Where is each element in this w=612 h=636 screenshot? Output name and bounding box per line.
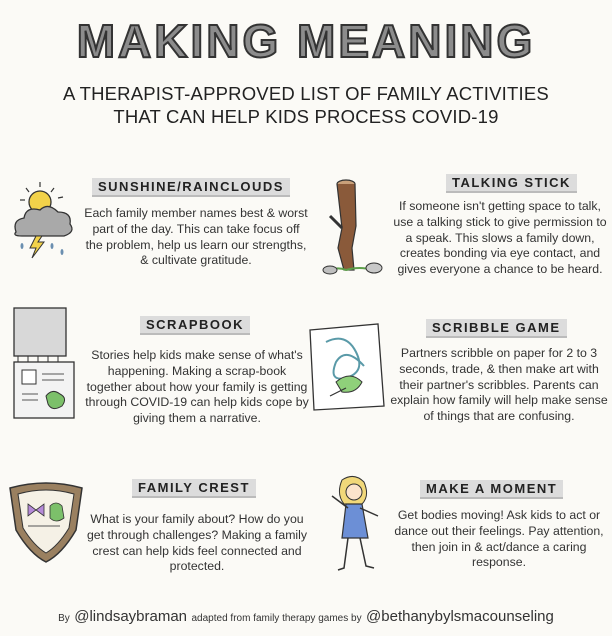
make-moment-heading: MAKE A MOMENT xyxy=(420,480,563,499)
family-crest-icon xyxy=(6,478,86,564)
scribble-heading: SCRIBBLE GAME xyxy=(426,319,567,338)
sunshine-body: Each family member names best & worst part of the day. This can take focus off the problem, help us learn our strengths, & cultivate gratitude. xyxy=(84,206,308,268)
scribble-paper-icon xyxy=(306,322,386,412)
sun-cloud-icon xyxy=(8,180,80,260)
family-crest-body: What is your family about? How do you get through challenges? Making a family crest can help kids feel connected and protected. xyxy=(86,512,308,574)
subtitle-line-1: A THERAPIST-APPROVED LIST OF FAMILY ACTIVITIES xyxy=(63,83,549,104)
scrapbook-heading: SCRAPBOOK xyxy=(140,316,250,335)
talking-stick-body: If someone isn't getting space to talk, use a talking stick to give permission to a speak. This slows a family down, creates bonding via eye contact, and gives everyone a chance to be heard. xyxy=(393,199,607,277)
page-subtitle xyxy=(0,82,612,128)
footer-adapted: adapted from family therapy games by xyxy=(191,613,362,624)
scrapbook-icon xyxy=(8,304,84,422)
sunshine-heading: SUNSHINE/RAINCLOUDS xyxy=(92,178,290,197)
page-title: MAKING MEANING xyxy=(76,15,536,67)
talking-stick-icon xyxy=(316,178,398,278)
scribble-body: Partners scribble on paper for 2 to 3 seconds, trade, & then make art with their partner's scribbles. Parents can explain how family will help make sense of things that are confusing. xyxy=(390,346,608,424)
footer-by: By xyxy=(58,613,70,624)
dancing-child-icon xyxy=(326,474,390,584)
scrapbook-body: Stories help kids make sense of what's happening. Making a scrap-book together about how your family is getting through COVID-19 can help kids cope by giving them a narrative. xyxy=(85,348,309,426)
footer-credits xyxy=(0,608,612,626)
talking-stick-heading: TALKING STICK xyxy=(446,174,577,193)
footer-author[interactable]: @lindsaybraman xyxy=(74,608,188,625)
family-crest-heading: FAMILY CREST xyxy=(132,479,256,498)
make-moment-body: Get bodies moving! Ask kids to act or dance out their feelings. Pay attention, then join in & act/dance a caring response. xyxy=(394,508,604,570)
footer-source[interactable]: @bethanybylsmacounseling xyxy=(366,608,554,625)
subtitle-line-2: THAT CAN HELP KIDS PROCESS COVID-19 xyxy=(113,106,499,127)
